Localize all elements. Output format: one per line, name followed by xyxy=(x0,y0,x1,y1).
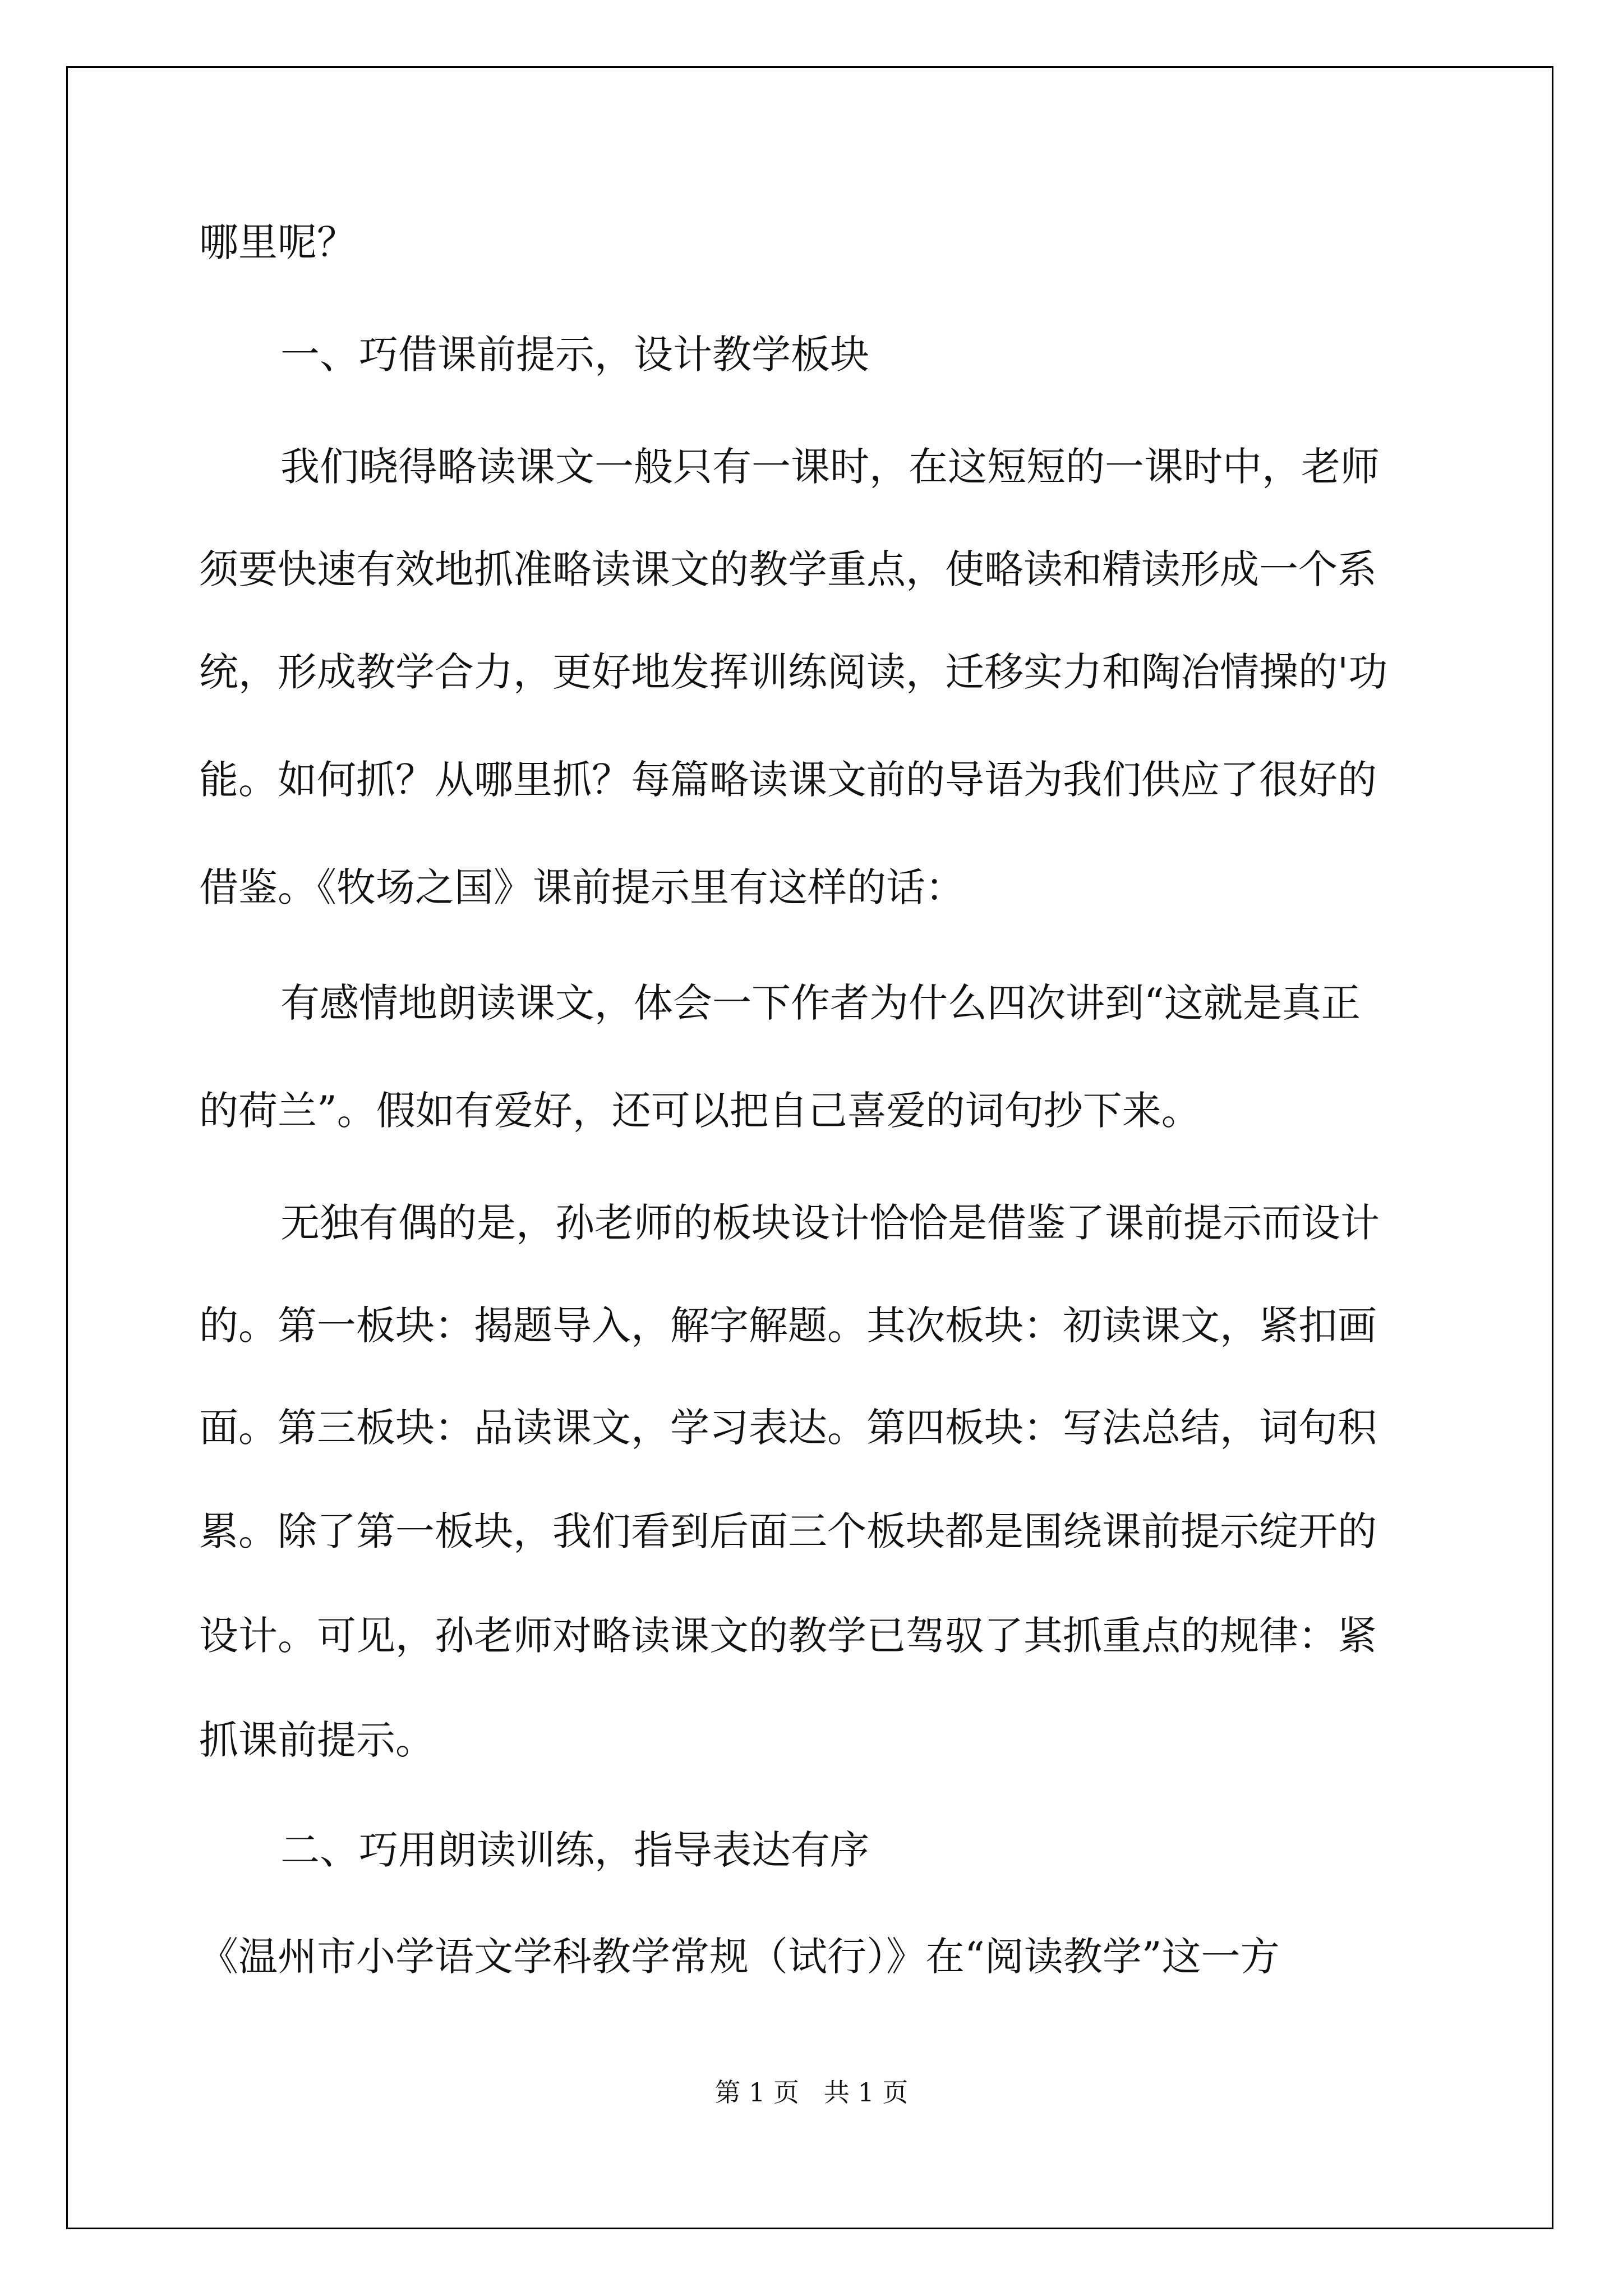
text-line-15: 抓课前提示。 xyxy=(199,1717,435,1763)
text-line-4: 须要快速有效地抓准略读课文的教学重点，使略读和精读形成一个系 xyxy=(199,546,1377,592)
page-number: 第 1 页 共 1 页 xyxy=(714,2077,909,2108)
page-frame xyxy=(66,66,1553,2229)
text-line-1: 哪里呢？ xyxy=(199,219,356,265)
text-line-17: 《温州市小学语文学科教学常规（试行）》在“阅读教学”这一方 xyxy=(199,1934,1280,1980)
text-line-11: 的。第一板块：揭题导入，解字解题。其次板块：初读课文，紧扣画 xyxy=(199,1303,1377,1349)
text-line-7: 借鉴。《牧场之国》课前提示里有这样的话： xyxy=(199,864,965,910)
text-line-6: 能。如何抓？从哪里抓？每篇略读课文前的导语为我们供应了很好的 xyxy=(199,757,1377,803)
text-line-12: 面。第三板块：品读课文，学习表达。第四板块：写法总结，词句积 xyxy=(199,1405,1377,1451)
text-line-8: 有感情地朗读课文，体会一下作者为什么四次讲到“这就是真正 xyxy=(280,980,1361,1026)
section-heading-2: 二、巧用朗读训练，指导表达有序 xyxy=(280,1827,869,1873)
text-line-9: 的荷兰”。假如有爱好，还可以把自己喜爱的词句抄下来。 xyxy=(199,1088,1201,1134)
text-line-3: 我们晓得略读课文一般只有一课时，在这短短的一课时中，老师 xyxy=(280,444,1380,490)
text-line-14: 设计。可见，孙老师对略读课文的教学已驾驭了其抓重点的规律：紧 xyxy=(199,1613,1377,1659)
text-line-10: 无独有偶的是，孙老师的板块设计恰恰是借鉴了课前提示而设计 xyxy=(280,1200,1380,1246)
text-line-5: 统，形成教学合力，更好地发挥训练阅读，迁移实力和陶冶情操的'功 xyxy=(199,649,1388,695)
section-heading-1: 一、巧借课前提示，设计教学板块 xyxy=(280,332,869,378)
text-line-13: 累。除了第一板块，我们看到后面三个板块都是围绕课前提示绽开的 xyxy=(199,1508,1377,1554)
